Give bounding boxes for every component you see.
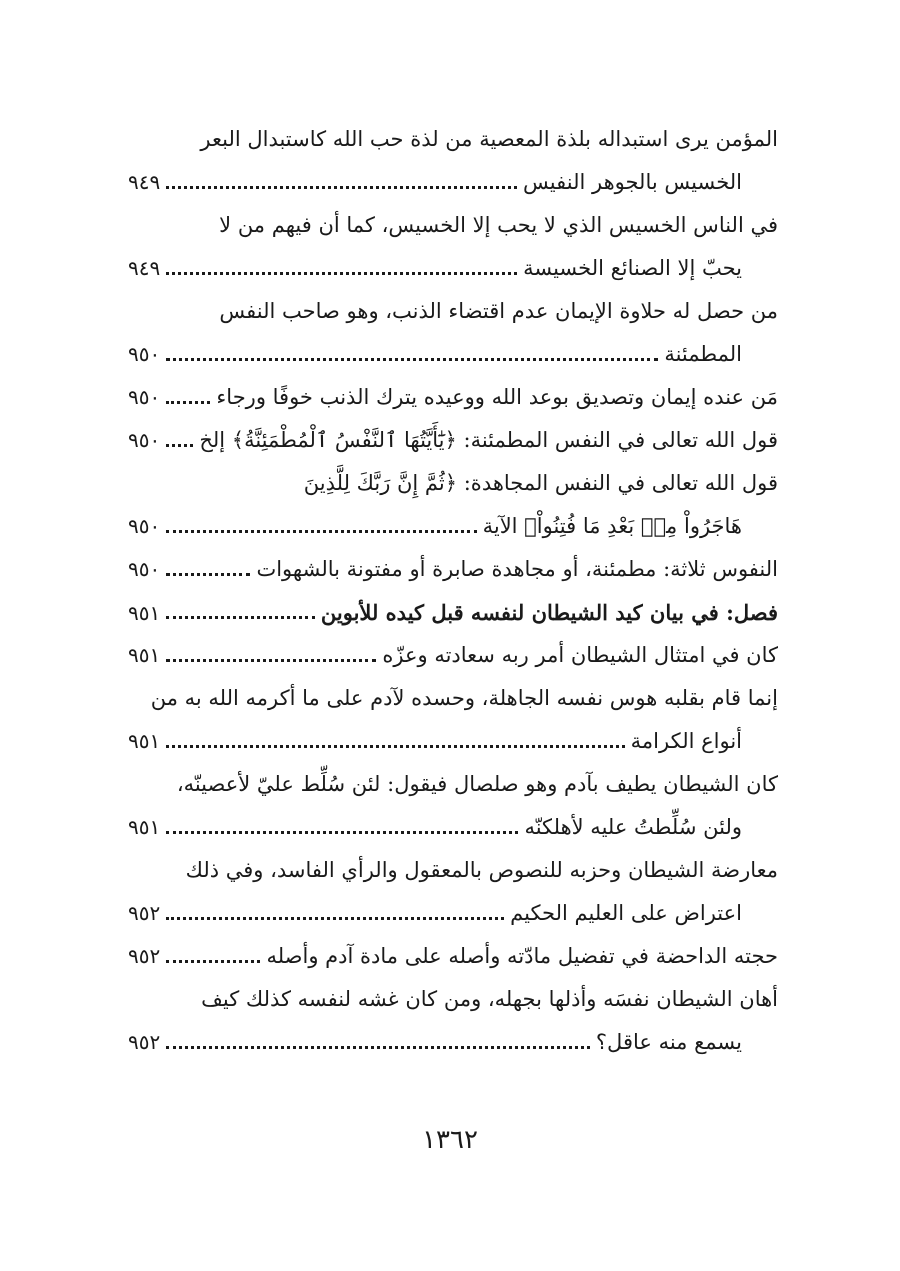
toc-entry-text: النفوس ثلاثة: مطمئنة، أو مجاهدة صابرة أو مفتونة بالشهوات [256, 557, 778, 581]
dot-leader [166, 616, 315, 619]
toc-entry-line [128, 247, 778, 290]
toc-entry-line [128, 763, 778, 806]
toc-page-ref: ٩٥٠ [128, 342, 161, 366]
toc-entry-text: من حصل له حلاوة الإيمان عدم اقتضاء الذنب، وهو صاحب النفس [219, 299, 778, 323]
toc-entry-line [128, 892, 778, 935]
toc-entry-text: اعتراض على العليم الحكيم [510, 901, 742, 925]
dot-leader [166, 444, 193, 447]
toc-page-ref: ٩٥٠ [128, 514, 161, 538]
dot-leader [166, 573, 250, 576]
toc-entry [128, 290, 778, 376]
dot-leader [166, 272, 517, 275]
dot-leader [166, 401, 210, 404]
toc-entry [128, 419, 778, 462]
toc-entry-line [128, 978, 778, 1021]
toc-entry-line [128, 462, 778, 505]
toc-entry-text: الخسيس بالجوهر النفيس [523, 170, 742, 194]
toc-entry-line [128, 634, 778, 677]
toc-entry-line [128, 591, 778, 634]
toc-page-ref: ٩٥٠ [128, 385, 161, 409]
dot-leader [166, 831, 518, 834]
table-of-contents [128, 118, 778, 1064]
toc-entry-text: قول الله تعالى في النفس المطمئنة: ﴿يَٰٓأَيَّتُهَا ٱلنَّفْسُ ٱلْمُطْمَئِنَّةُ﴾ إلخ [199, 428, 778, 452]
toc-entry-text: كان في امتثال الشيطان أمر ربه سعادته وعزّه [382, 643, 778, 667]
toc-page-ref: ٩٥١ [128, 601, 161, 625]
toc-page-ref: ٩٤٩ [128, 256, 161, 280]
dot-leader [166, 186, 517, 189]
toc-page-ref: ٩٥٢ [128, 901, 161, 925]
toc-entry [128, 634, 778, 677]
toc-entry-text: قول الله تعالى في النفس المجاهدة: ﴿ثُمَّ إِنَّ رَبَّكَ لِلَّذِينَ [303, 471, 778, 495]
toc-entry-text: هَاجَرُواْ مِنۢ بَعْدِ مَا فُتِنُواْ﴾ الآية [482, 514, 742, 538]
dot-leader [166, 745, 624, 748]
toc-entry-text: أهان الشيطان نفسَه وأذلها بجهله، ومن كان غشه لنفسه كذلك كيف [201, 987, 778, 1011]
toc-entry-line [128, 118, 778, 161]
toc-page-ref: ٩٥٠ [128, 428, 161, 452]
toc-entry-text: مَن عنده إيمان وتصديق بوعد الله ووعيده يترك الذنب خوفًا ورجاء [216, 385, 778, 409]
toc-entry-text: فصل: في بيان كيد الشيطان لنفسه قبل كيده للأبوين [320, 600, 778, 625]
toc-entry-line [128, 935, 778, 978]
toc-entry-line [128, 333, 778, 376]
toc-entry-text: كان الشيطان يطيف بآدم وهو صلصال فيقول: لئن سُلِّط عليّ لأعصينّه، [176, 772, 778, 796]
toc-entry [128, 462, 778, 548]
toc-page-ref: ٩٥١ [128, 815, 161, 839]
dot-leader [166, 530, 476, 533]
toc-entry [128, 591, 778, 634]
toc-page-ref: ٩٥٠ [128, 557, 161, 581]
toc-entry-line [128, 849, 778, 892]
toc-entry-text: معارضة الشيطان وحزبه للنصوص بالمعقول والرأي الفاسد، وفي ذلك [185, 858, 778, 882]
toc-entry [128, 118, 778, 204]
toc-page-ref: ٩٥٢ [128, 1030, 161, 1054]
toc-entry [128, 763, 778, 849]
page-number: ١٣٦٢ [422, 1125, 478, 1155]
toc-page-ref: ٩٤٩ [128, 170, 161, 194]
toc-page-ref: ٩٥١ [128, 643, 161, 667]
toc-entry-line [128, 161, 778, 204]
toc-entry [128, 548, 778, 591]
toc-entry-line [128, 548, 778, 591]
toc-entry [128, 204, 778, 290]
toc-entry-text: إنما قام بقلبه هوس نفسه الجاهلة، وحسده لآدم على ما أكرمه الله به من [150, 686, 778, 710]
toc-entry-line [128, 720, 778, 763]
toc-entry-line [128, 290, 778, 333]
toc-entry-text: يحبّ إلا الصنائع الخسيسة [523, 256, 742, 280]
dot-leader [166, 917, 504, 920]
toc-entry [128, 978, 778, 1064]
toc-entry-text: في الناس الخسيس الذي لا يحب إلا الخسيس، كما أن فيهم من لا [219, 213, 778, 237]
toc-entry-text: يسمع منه عاقل؟ [595, 1030, 742, 1054]
toc-entry [128, 935, 778, 978]
toc-entry-line [128, 806, 778, 849]
toc-entry-text: حجته الداحضة في تفضيل مادّته وأصله على مادة آدم وأصله [266, 944, 778, 968]
dot-leader [166, 659, 376, 662]
toc-entry-text: المطمئنة [664, 342, 742, 366]
dot-leader [166, 358, 658, 361]
toc-entry-text: أنواع الكرامة [630, 729, 742, 753]
toc-entry-line [128, 376, 778, 419]
toc-entry [128, 849, 778, 935]
toc-entry-line [128, 419, 778, 462]
toc-entry-line [128, 204, 778, 247]
dot-leader [166, 960, 260, 963]
dot-leader [166, 1046, 590, 1049]
toc-entry-text: المؤمن يرى استبداله بلذة المعصية من لذة حب الله كاستبدال البعر [200, 127, 778, 151]
toc-entry [128, 677, 778, 763]
toc-page-ref: ٩٥٢ [128, 944, 161, 968]
toc-entry [128, 376, 778, 419]
toc-entry-text: ولئن سُلِّطتُ عليه لأهلكنّه [524, 815, 742, 839]
toc-page-ref: ٩٥١ [128, 729, 161, 753]
toc-entry-line [128, 1021, 778, 1064]
toc-entry-line [128, 677, 778, 720]
toc-entry-line [128, 505, 778, 548]
